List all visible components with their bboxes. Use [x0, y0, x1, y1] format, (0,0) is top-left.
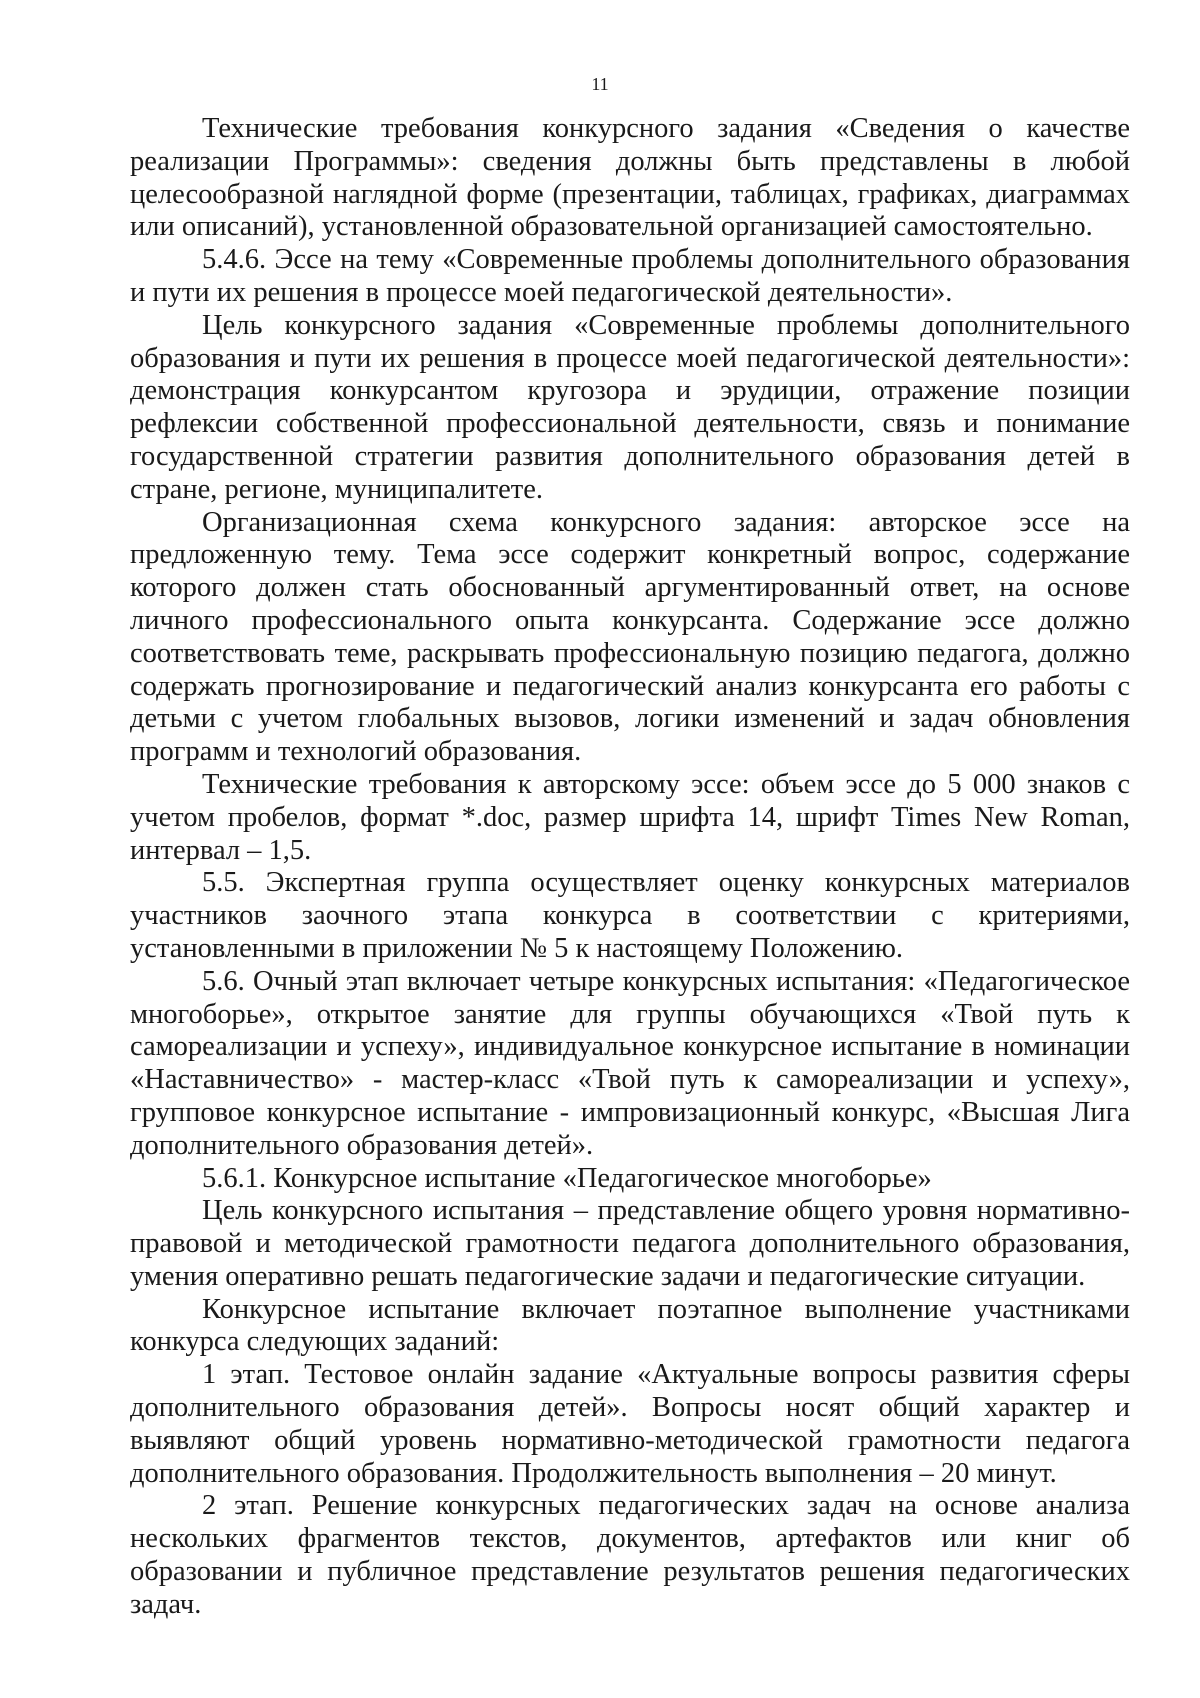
paragraph-stage-2: 2 этап. Решение конкурсных педагогических задач на основе анализа нескольких фрагментов текстов, документов, артефактов или книг об образовании и публичное представление результатов решения педагогических задач. [130, 1490, 1130, 1620]
paragraph-essay-goal: Цель конкурсного задания «Современные проблемы дополнительного образования и пути их решения в процессе моей педагогической деятельности»: демонстрация конкурсантом кругозора и эрудиции, отражение позиции рефлексии собственной профессиональной деятельности, связь и понимание государственной стратегии развития дополнительного образования детей в стране, регионе, муниципалитете. [130, 309, 1130, 505]
paragraph-trial-stages-intro: Конкурсное испытание включает поэтапное выполнение участниками конкурса следующих заданий: [130, 1293, 1130, 1358]
paragraph-technical-requirements-report: Технические требования конкурсного задания «Сведения о качестве реализации Программы»: сведения должны быть представлены в любой целесообразной наглядной форме (презентации, таблицах, графиках, диаграммах или описаний), установленной образовательной организацией самостоятельно. [130, 113, 1130, 243]
document-body [130, 113, 1130, 1622]
paragraph-section-heading: 5.6.1. Конкурсное испытание «Педагогическое многоборье» [202, 1162, 932, 1194]
paragraph-expert-group: 5.5. Экспертная группа осуществляет оценку конкурсных материалов участников заочного этапа конкурса в соответствии с критериями, установленными в приложении № 5 к настоящему Положению. [130, 867, 1130, 964]
paragraph-essay-topic: 5.4.6. Эссе на тему «Современные проблемы дополнительного образования и пути их решения в процессе моей педагогической деятельности». [130, 244, 1130, 308]
paragraph-in-person-stage: 5.6. Очный этап включает четыре конкурсных испытания: «Педагогическое многоборье», открытое занятие для группы обучающихся «Твой путь к самореализации и успеху», индивидуальное конкурсное испытание в номинации «Наставничество» - мастер-класс «Твой путь к самореализации и успеху», групповое конкурсное испытание - импровизационный конкурс, «Высшая Лига дополнительного образования детей». [130, 965, 1130, 1161]
paragraph-essay-scheme: Организационная схема конкурсного задания: авторское эссе на предложенную тему. Тема эссе содержит конкретный вопрос, содержание которого должен стать обоснованный аргументированный ответ, на основе личного профессионального опыта конкурсанта. Содержание эссе должно соответствовать теме, раскрывать профессиональную позицию педагога, должно содержать прогнозирование и педагогический анализ конкурсанта его работы с детьми с учетом глобальных вызовов, логики изменений и задач обновления программ и технологий образования. [130, 506, 1130, 768]
paragraph-trial-goal: Цель конкурсного испытания – представление общего уровня нормативно-правовой и методической грамотности педагога дополнительного образования, умения оперативно решать педагогические задачи и педагогические ситуации. [130, 1195, 1130, 1292]
paragraph-essay-technical-requirements: Технические требования к авторскому эссе: объем эссе до 5 000 знаков с учетом пробелов, формат *.doc, размер шрифта 14, шрифт Times New Roman, интервал – 1,5. [130, 768, 1130, 866]
page-number: 11 [591, 74, 609, 94]
paragraph-stage-1: 1 этап. Тестовое онлайн задание «Актуальные вопросы развития сферы дополнительного образования детей». Вопросы носят общий характер и выявляют общий уровень нормативно-методической грамотности педагога дополнительного образования. Продолжительность выполнения – 20 минут. [130, 1359, 1130, 1489]
